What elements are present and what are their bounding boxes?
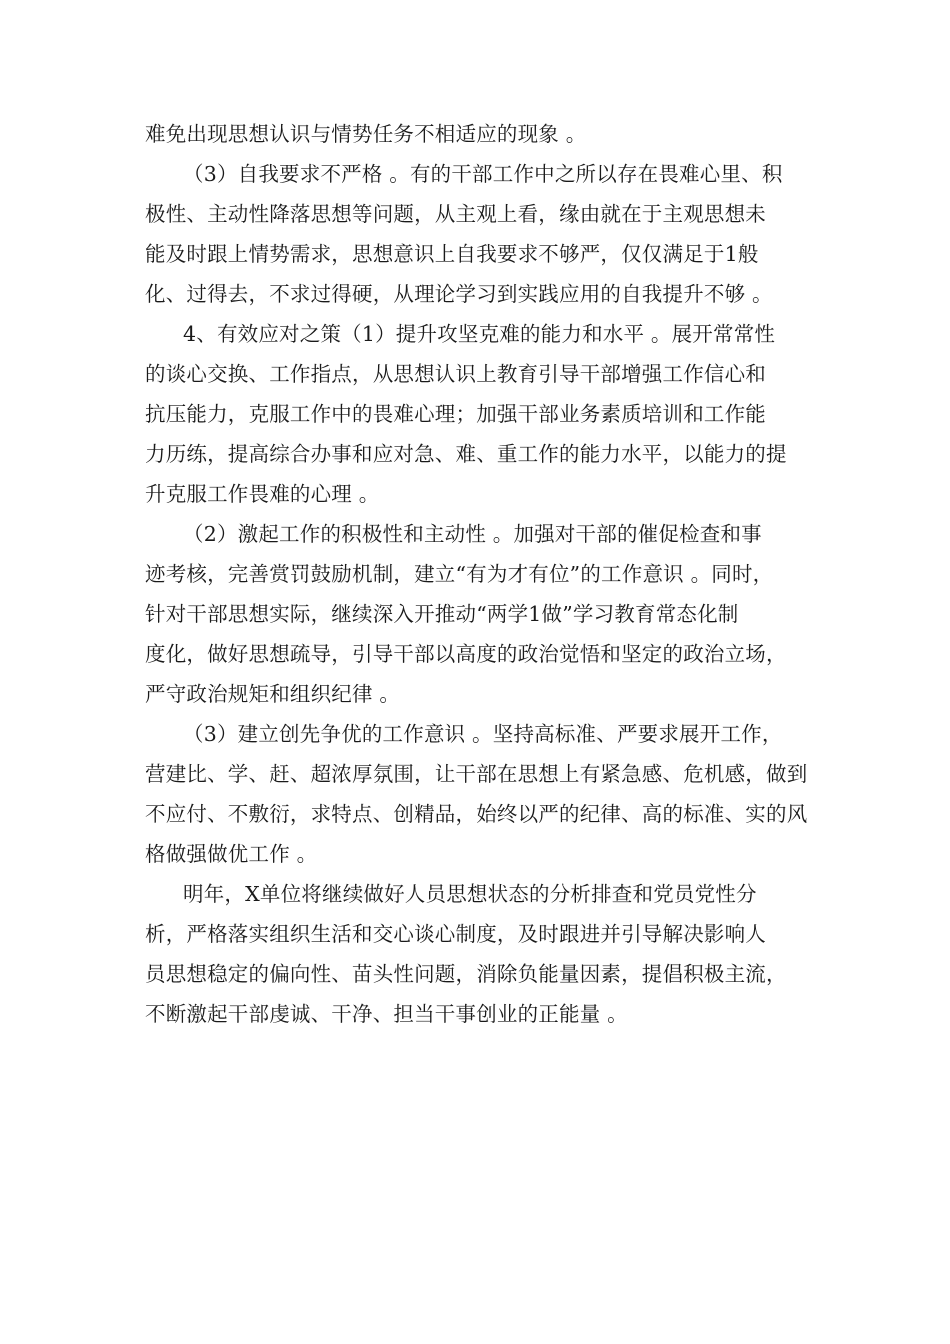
text-line: （3）建立创先争优的工作意识 。坚持高标准、严要求展开工作， [183, 722, 783, 746]
text-line: 的谈心交换、工作指点，从思想认识上教育引导干部增强工作信心和 [145, 362, 766, 386]
text-line: （2）激起工作的积极性和主动性 。加强对干部的催促检查和事 [183, 522, 762, 546]
text-line: 员思想稳定的偏向性、苗头性问题，消除负能量因素，提倡积极主流， [145, 962, 787, 986]
text-line: 格做强做优工作 。 [145, 842, 318, 866]
text-line: 极性、主动性降落思想等问题，从主观上看，缘由就在于主观思想未 [145, 202, 766, 226]
text-line: 4、有效应对之策（1）提升攻坚克难的能力和水平 。展开常常性 [183, 322, 776, 346]
text-line: 能及时跟上情势需求，思想意识上自我要求不够严，仅仅满足于1般 [145, 242, 759, 266]
text-line: 力历练，提高综合办事和应对急、难、重工作的能力水平，以能力的提 [145, 442, 787, 466]
text-line: 化、过得去，不求过得硬，从理论学习到实践应用的自我提升不够 。 [145, 282, 773, 306]
text-line: 针对干部思想实际，继续深入开推动“两学1做”学习教育常态化制 [145, 602, 739, 626]
text-line: 营建比、学、赶、超浓厚氛围，让干部在思想上有紧急感、危机感，做到 [145, 762, 808, 786]
text-line: 严守政治规矩和组织纪律 。 [145, 682, 401, 706]
text-line: 不断激起干部虔诚、干净、担当干事创业的正能量 。 [145, 1002, 628, 1026]
text-line: 抗压能力，克服工作中的畏难心理；加强干部业务素质培训和工作能 [145, 402, 766, 426]
text-line: 升克服工作畏难的心理 。 [145, 482, 380, 506]
text-line: 明年，X单位将继续做好人员思想状态的分析排查和党员党性分 [183, 882, 757, 906]
text-line: 度化，做好思想疏导，引导干部以高度的政治觉悟和坚定的政治立场， [145, 642, 787, 666]
text-line: （3）自我要求不严格 。有的干部工作中之所以存在畏难心里、积 [183, 162, 783, 186]
text-line: 不应付、不敷衍，求特点、创精品，始终以严的纪律、高的标准、实的风 [145, 802, 808, 826]
text-line: 析，严格落实组织生活和交心谈心制度，及时跟进并引导解决影响人 [145, 922, 766, 946]
document-body [145, 114, 811, 1034]
text-line: 迹考核，完善赏罚鼓励机制，建立“有为才有位”的工作意识 。同时， [145, 562, 774, 586]
text-line: 难免出现思想认识与情势任务不相适应的现象 。 [145, 122, 587, 146]
